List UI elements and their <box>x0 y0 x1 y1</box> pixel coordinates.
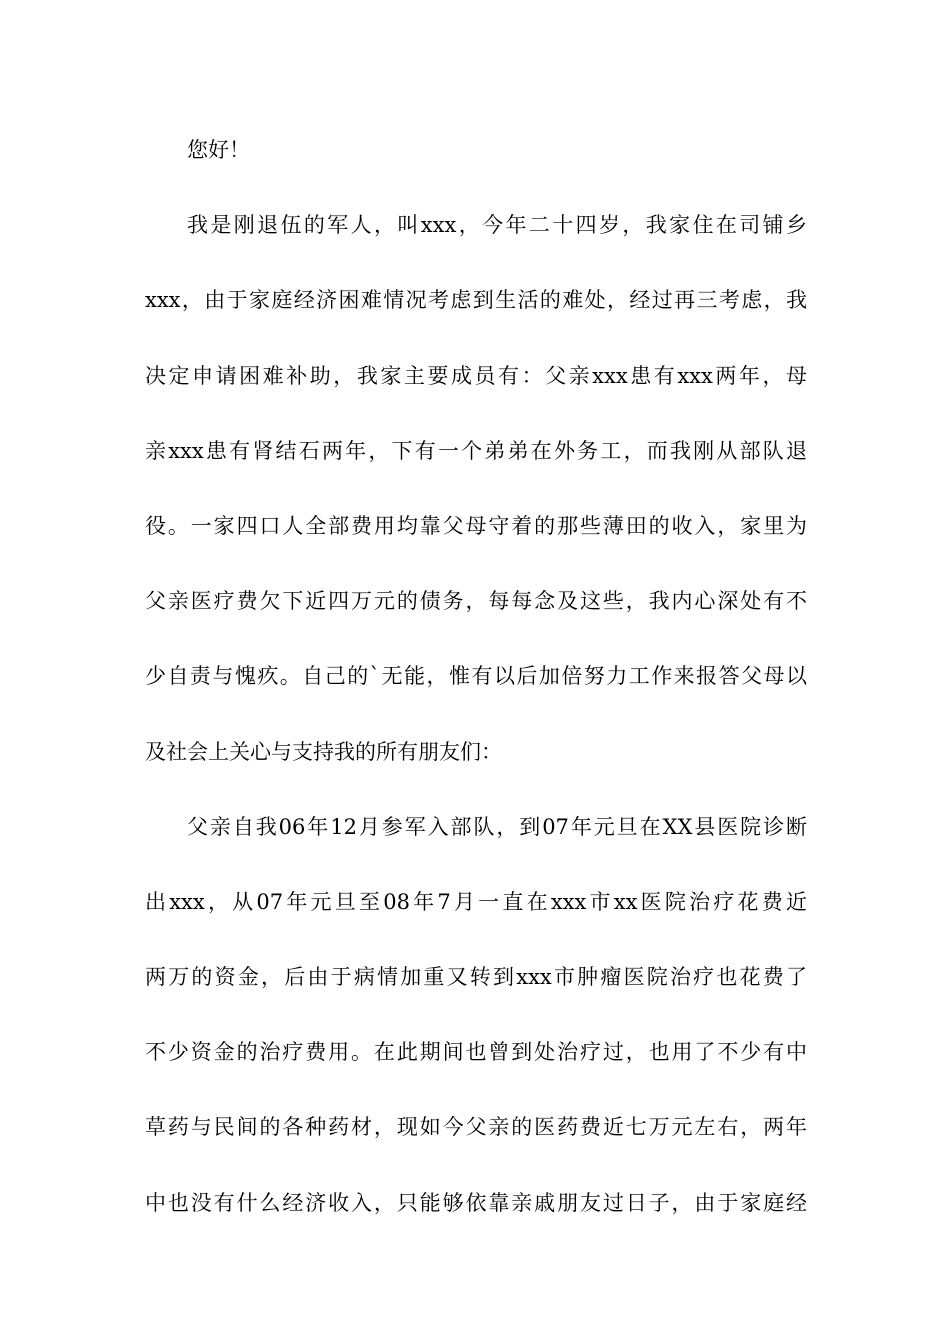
paragraph-1-line-1: 我是刚退伍的军人，叫xxx，今年二十四岁，我家住在司铺乡 <box>187 213 807 238</box>
paragraph-1-line-5: 役。一家四口人全部费用均靠父母守着的那些薄田的收入，家里为 <box>145 513 807 538</box>
blank-line <box>145 771 807 809</box>
paragraph-2-line-4: 不少资金的治疗费用。在此期间也曾到处治疗过，也用了不少有中 <box>145 1040 807 1065</box>
blank-line <box>145 395 807 433</box>
blank-line <box>145 696 807 734</box>
paragraph-1-line-3: 决定申请困难补助，我家主要成员有：父亲xxx患有xxx两年，母 <box>145 363 807 388</box>
paragraph-1-line-2: xxx，由于家庭经济困难情况考虑到生活的难处，经过再三考虑，我 <box>145 288 807 313</box>
blank-line <box>145 1147 807 1185</box>
paragraph-2-line-2: 出xxx，从07年元旦至08年7月一直在xxx市xx医院治疗花费近 <box>145 889 807 914</box>
blank-line <box>145 997 807 1035</box>
paragraph-2-line-1: 父亲自我06年12月参军入部队，到07年元旦在XX县医院诊断 <box>187 814 807 839</box>
blank-line <box>145 546 807 584</box>
blank-line <box>145 921 807 959</box>
blank-line <box>145 470 807 508</box>
paragraph-1-line-8: 及社会上关心与支持我的所有朋友们： <box>145 739 502 764</box>
blank-line <box>145 846 807 884</box>
paragraph-1-line-4: 亲xxx患有肾结石两年，下有一个弟弟在外务工，而我刚从部队退 <box>145 438 807 463</box>
letter-body <box>145 132 807 1222</box>
greeting-line: 您好！ <box>187 138 250 162</box>
blank-line <box>145 621 807 659</box>
blank-line <box>145 245 807 283</box>
blank-line <box>145 1072 807 1110</box>
paragraph-2-line-6: 中也没有什么经济收入，只能够依靠亲戚朋友过日子，由于家庭经 <box>145 1190 807 1215</box>
paragraph-2-line-3: 两万的资金，后由于病情加重又转到xxx市肿瘤医院治疗也花费了 <box>145 965 807 990</box>
paragraph-1-line-7: 少自责与愧疚。自己的`无能，惟有以后加倍努力工作来报答父母以 <box>145 664 807 689</box>
paragraph-2-line-5: 草药与民间的各种药材，现如今父亲的医药费近七万元左右，两年 <box>145 1115 807 1140</box>
blank-line <box>145 320 807 358</box>
blank-line <box>145 170 807 208</box>
paragraph-1-line-6: 父亲医疗费欠下近四万元的债务，每每念及这些，我内心深处有不 <box>145 589 807 614</box>
